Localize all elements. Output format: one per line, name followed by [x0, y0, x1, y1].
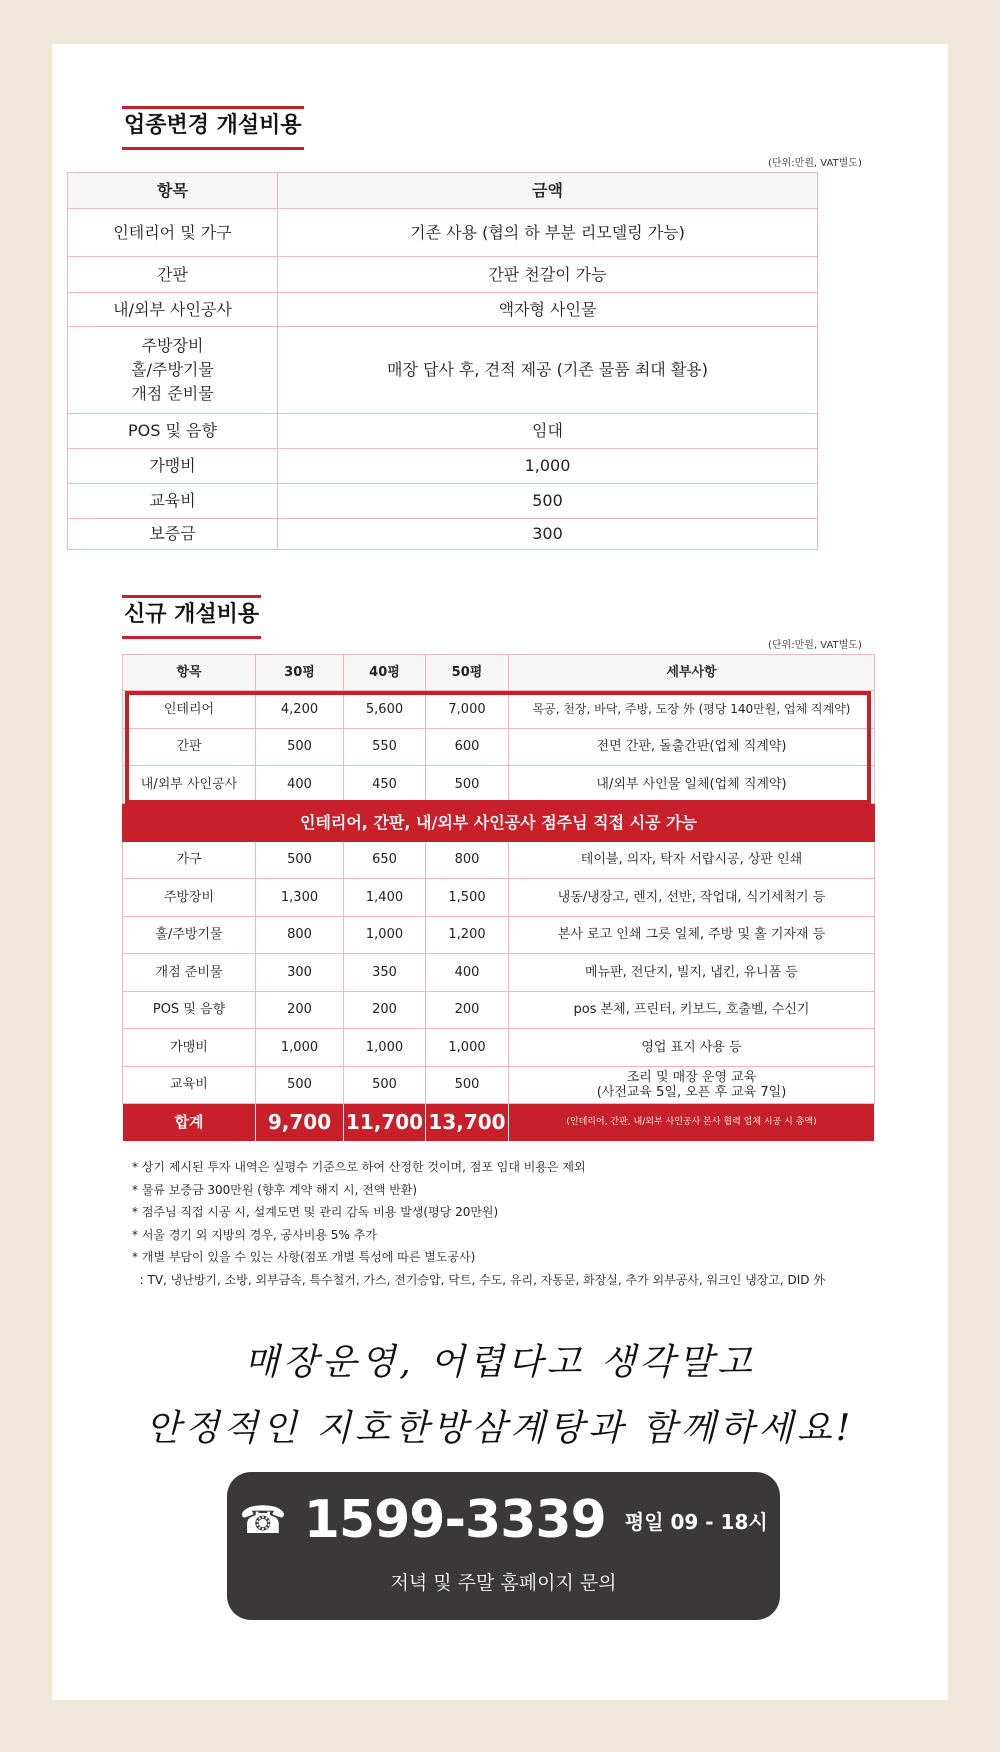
row-p30: 500	[256, 1066, 344, 1104]
table-row	[123, 954, 875, 992]
note-item: * 점주님 직접 시공 시, 설계도면 및 관리 감독 비용 발생(평당 20만원)	[132, 1205, 499, 1219]
row-item: 내/외부 사인공사	[68, 293, 278, 327]
table-row	[123, 916, 875, 954]
row-amount: 1,000	[278, 449, 818, 484]
row-detail	[509, 1066, 875, 1104]
row-p30: 1,300	[256, 879, 344, 917]
phone-number[interactable]: 1599-3339	[303, 1490, 606, 1550]
row-amount: 간판 천갈이 가능	[278, 257, 818, 293]
total-p40: 11,700	[344, 1104, 426, 1142]
row-item: 내/외부 사인공사	[123, 766, 256, 804]
table-row	[123, 728, 875, 766]
note-item: * 개별 부담이 있을 수 있는 사항(점포 개별 특성에 따른 별도공사)	[132, 1250, 476, 1264]
row-item: POS 및 음향	[68, 414, 278, 449]
row-item: 가맹비	[68, 449, 278, 484]
row-amount: 300	[278, 519, 818, 550]
section2-unit: (단위:만원, VAT별도)	[768, 640, 862, 651]
total-label: 합계	[123, 1104, 256, 1142]
table-header: 세부사항	[509, 655, 875, 691]
row-p40: 5,600	[344, 691, 426, 729]
table-row	[123, 691, 875, 729]
row-item: POS 및 음향	[123, 991, 256, 1029]
table-row	[123, 1029, 875, 1067]
row-p30: 300	[256, 954, 344, 992]
slogan-line-1: 매장운영, 어렵다고 생각말고	[244, 1342, 756, 1383]
table-header: 30평	[256, 655, 344, 691]
note-item: * 물류 보증금 300만원 (향후 계약 해지 시, 전액 반환)	[132, 1182, 418, 1197]
row-item-line: 개점 준비물	[131, 384, 214, 403]
total-p30: 9,700	[256, 1104, 344, 1142]
self-construction-banner: 인테리어, 간판, 내/외부 사인공사 점주님 직접 시공 가능	[123, 803, 875, 841]
total-detail: (인테리어, 간판, 내/외부 사인공사 본사 협력 업체 시공 시 총액)	[509, 1104, 875, 1142]
row-item: 개점 준비물	[123, 954, 256, 992]
table-header: 금액	[278, 173, 818, 209]
table-row	[68, 484, 818, 519]
row-p50: 500	[426, 1066, 509, 1104]
row-detail: 내/외부 사인물 일체(업체 직계약)	[509, 766, 875, 804]
row-detail: 테이블, 의자, 탁자 서랍시공, 상판 인쇄	[509, 841, 875, 879]
row-p40: 1,400	[344, 879, 426, 917]
row-p40: 1,000	[344, 1029, 426, 1067]
row-detail: 목공, 천장, 바닥, 주방, 도장 外 (평당 140만원, 업체 직계약)	[509, 691, 875, 729]
table-row	[123, 841, 875, 879]
row-p30: 4,200	[256, 691, 344, 729]
table-row	[123, 991, 875, 1029]
row-item: 교육비	[123, 1066, 256, 1104]
notes-list	[132, 1156, 932, 1291]
section2-title: 신규 개설비용	[122, 595, 261, 639]
row-p50: 800	[426, 841, 509, 879]
table-header: 40평	[344, 655, 426, 691]
row-item: 홀/주방기물	[123, 916, 256, 954]
row-item: 주방장비	[123, 879, 256, 917]
business-hours: 평일 09 - 18시	[624, 1509, 768, 1534]
row-p50: 400	[426, 954, 509, 992]
row-p50: 7,000	[426, 691, 509, 729]
table-row	[68, 519, 818, 550]
row-item: 인테리어 및 가구	[68, 209, 278, 257]
note-item: : TV, 냉난방기, 소방, 외부금속, 특수철거, 가스, 전기승압, 닥트, 수도, 유리, 자동문, 화장실, 추가 외부공사, 워크인 냉장고, DID 外	[132, 1272, 826, 1287]
self-construction-banner-row	[123, 803, 875, 841]
row-p30: 500	[256, 841, 344, 879]
row-item-line: 홀/주방기물	[131, 360, 214, 379]
row-p30: 1,000	[256, 1029, 344, 1067]
table-row	[68, 414, 818, 449]
row-item	[68, 327, 278, 414]
row-detail: 메뉴판, 전단지, 빌지, 냅킨, 유니폼 등	[509, 954, 875, 992]
row-p30: 200	[256, 991, 344, 1029]
slogan-line-2: 안정적인 지호한방삼계탕과 함께하세요!	[145, 1408, 855, 1449]
row-p40: 350	[344, 954, 426, 992]
row-p30: 500	[256, 728, 344, 766]
row-detail-line: 조리 및 매장 운영 교육	[626, 1069, 757, 1085]
row-amount: 임대	[278, 414, 818, 449]
total-row	[123, 1104, 875, 1142]
row-amount: 기존 사용 (협의 하 부분 리모델링 가능)	[278, 209, 818, 257]
row-item: 인테리어	[123, 691, 256, 729]
row-p40: 650	[344, 841, 426, 879]
table-row	[123, 1066, 875, 1104]
total-p50: 13,700	[426, 1104, 509, 1142]
row-amount: 액자형 사인물	[278, 293, 818, 327]
row-detail: 전면 간판, 돌출간판(업체 직계약)	[509, 728, 875, 766]
row-detail-line: (사전교육 5일, 오픈 후 교육 7일)	[596, 1084, 787, 1100]
note-item: * 서울 경기 외 지방의 경우, 공사비용 5% 추가	[132, 1227, 377, 1242]
phone-row	[227, 1492, 780, 1548]
row-detail: 본사 로고 인쇄 그릇 일체, 주방 및 홀 기자재 등	[509, 916, 875, 954]
row-p40: 550	[344, 728, 426, 766]
section2-table	[122, 654, 875, 1142]
row-p50: 500	[426, 766, 509, 804]
row-item: 보증금	[68, 519, 278, 550]
row-item: 가맹비	[123, 1029, 256, 1067]
row-item: 교육비	[68, 484, 278, 519]
table-row	[68, 257, 818, 293]
contact-box	[227, 1472, 780, 1620]
row-p40: 1,000	[344, 916, 426, 954]
section1-title: 업종변경 개설비용	[122, 106, 304, 150]
row-p40: 200	[344, 991, 426, 1029]
row-amount: 매장 답사 후, 견적 제공 (기존 물품 최대 활용)	[278, 327, 818, 414]
phone-icon: ☎	[239, 1498, 287, 1542]
row-item: 간판	[68, 257, 278, 293]
row-item: 가구	[123, 841, 256, 879]
row-item: 간판	[123, 728, 256, 766]
table-header: 항목	[68, 173, 278, 209]
row-detail: 영업 표지 사용 등	[509, 1029, 875, 1067]
row-p50: 1,200	[426, 916, 509, 954]
row-detail: pos 본체, 프린터, 키보드, 호출벨, 수신기	[509, 991, 875, 1029]
note-item: * 상기 제시된 투자 내역은 실평수 기준으로 하여 산정한 것이며, 점포 임대 비용은 제외	[132, 1160, 586, 1174]
table-row	[123, 766, 875, 804]
section1-unit: (단위:만원, VAT별도)	[768, 158, 862, 169]
row-amount: 500	[278, 484, 818, 519]
row-p50: 200	[426, 991, 509, 1029]
row-detail: 냉동/냉장고, 렌지, 선반, 작업대, 식기세척기 등	[509, 879, 875, 917]
row-p50: 1,500	[426, 879, 509, 917]
row-p30: 800	[256, 916, 344, 954]
table-row	[68, 449, 818, 484]
row-p40: 500	[344, 1066, 426, 1104]
table-row	[123, 879, 875, 917]
table-row	[68, 209, 818, 257]
row-p40: 450	[344, 766, 426, 804]
section1-table	[67, 172, 818, 550]
table-row	[68, 293, 818, 327]
contact-subtext: 저녁 및 주말 홈페이지 문의	[390, 1572, 617, 1594]
row-p30: 400	[256, 766, 344, 804]
section2-table-wrap	[122, 654, 874, 1142]
table-header: 50평	[426, 655, 509, 691]
row-p50: 1,000	[426, 1029, 509, 1067]
table-row	[68, 327, 818, 414]
table-header: 항목	[123, 655, 256, 691]
row-p50: 600	[426, 728, 509, 766]
row-item-line: 주방장비	[141, 336, 204, 355]
